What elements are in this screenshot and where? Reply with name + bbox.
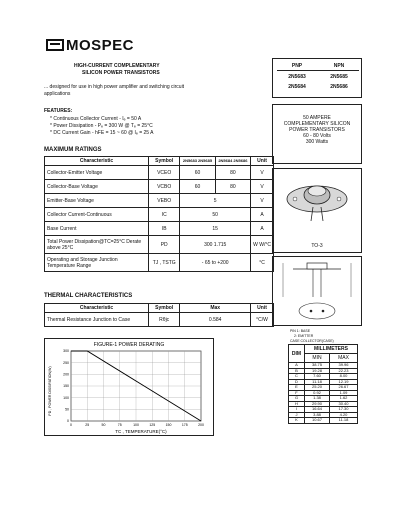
y-tick-label: 300 (63, 349, 69, 354)
x-tick-label: 200 (198, 423, 204, 427)
cell-max: 22.23 (330, 368, 358, 374)
cell-char: Base Current (45, 222, 149, 236)
cell-char: Thermal Resistance Junction to Case (45, 313, 149, 327)
pin-note: PIN 1: BASE (290, 329, 311, 333)
cell-v1: 60 (180, 166, 215, 180)
cell-v2: 80 (215, 166, 250, 180)
x-tick-label: 150 (165, 423, 172, 427)
cell-unit: °C (251, 254, 274, 272)
max-ratings-table (44, 156, 274, 272)
header-unit: Unit (251, 304, 274, 313)
pnp-part-1: 2N5683 (288, 74, 306, 80)
header-max: MAX (330, 354, 358, 363)
mechanical-drawing (272, 256, 362, 326)
header-characteristic: Characteristic (45, 157, 149, 166)
x-tick-label: 50 (101, 423, 106, 427)
npn-label: NPN (333, 63, 345, 69)
pin-note: 2: EMITTER (294, 334, 314, 338)
table-header-row (45, 304, 274, 313)
feature-item: * Power Dissipation - Pₑ = 300 W @ Tₑ = 25°C (50, 123, 153, 129)
cell-dim: G (289, 396, 305, 402)
cell-char: Emitter-Base Voltage (45, 194, 149, 208)
header-symbol: Symbol (149, 304, 180, 313)
cell-sym: PD (149, 236, 180, 254)
header-symbol: Symbol (149, 157, 180, 166)
divider (277, 70, 359, 71)
cell-min: 16.64 (305, 407, 330, 413)
table-row (45, 194, 274, 208)
cell-char: Collector-Emitter Voltage (45, 166, 149, 180)
doc-title-line1: HIGH-CURRENT COMPLEMENTARY (74, 63, 160, 69)
cell-v1: 5 (180, 194, 251, 208)
chart-xlabel: TC , TEMPERATURE(°C) (115, 429, 167, 434)
cell-max: 12.19 (330, 379, 358, 385)
cell-dim: F (289, 390, 305, 396)
cell-unit: A (251, 222, 274, 236)
cell-unit: V (251, 180, 274, 194)
header-part-b: 2N5684 2N5686 (215, 157, 250, 166)
cell-v1: - 65 to +200 (180, 254, 251, 272)
cell-unit: A (251, 208, 274, 222)
cell-min: 38.75 (305, 363, 330, 369)
x-tick-label: 75 (117, 423, 122, 427)
y-tick-label: 250 (63, 360, 69, 365)
cell-max: 4.20 (330, 412, 358, 418)
cell-sym: IB (149, 222, 180, 236)
cell-v1: 15 (180, 222, 251, 236)
cell-sym: TJ , TSTG (149, 254, 180, 272)
cell-min: 25.20 (305, 385, 330, 391)
cell-min: 3.88 (305, 412, 330, 418)
cell-v1: 300 1.715 (180, 236, 251, 254)
cell-max: 26.67 (330, 385, 358, 391)
cell-max: 17.30 (330, 407, 358, 413)
header-part-a: 2N5683 2N5685 (180, 157, 215, 166)
cell-max: 8.00 (330, 374, 358, 380)
table-row (45, 180, 274, 194)
cell-max: 0.584 (180, 313, 251, 327)
header-max: Max (180, 304, 251, 313)
pnp-part-2: 2N5684 (288, 84, 306, 90)
spec-line: 60 - 80 Volts (303, 133, 331, 139)
table-row (45, 166, 274, 180)
x-tick-label: 100 (133, 423, 139, 427)
x-tick-label: 175 (181, 423, 188, 427)
cell-sym: Rθjc (149, 313, 180, 327)
chart-title: FIGURE-1 POWER DERATING (93, 342, 165, 348)
cell-char: Operating and Storage Junction Temperature Range (45, 254, 149, 272)
table-row (45, 222, 274, 236)
y-tick-label: 100 (63, 395, 69, 400)
cell-unit: V (251, 194, 274, 208)
y-tick-label: 200 (63, 372, 69, 377)
doc-description: ... designed for use in high power amplifier and switching circuit (44, 84, 185, 90)
cell-min: 0.92 (305, 390, 330, 396)
header-characteristic: Characteristic (45, 304, 149, 313)
spec-summary-box (272, 104, 362, 164)
cell-sym: VEBO (149, 194, 180, 208)
cell-dim: E (289, 385, 305, 391)
cell-dim: A (289, 363, 305, 369)
table-row (45, 208, 274, 222)
cell-min: 7.60 (305, 374, 330, 380)
cell-max: 39.96 (330, 363, 358, 369)
cell-dim: J (289, 412, 305, 418)
header-dim: DIM (289, 345, 305, 363)
thermal-table (44, 303, 274, 327)
chart-svg (45, 339, 213, 435)
spec-line: 300 Watts (305, 139, 329, 145)
package-label: TO-3 (311, 243, 323, 249)
thermal-title: THERMAL CHARACTERISTICS (44, 293, 133, 299)
x-tick-label: 0 (70, 423, 72, 427)
cell-min: 19.28 (305, 368, 330, 374)
dimension-table (288, 344, 358, 424)
header-min: MIN (305, 354, 330, 363)
features-title: FEATURES: (44, 108, 73, 114)
cell-max: 1.62 (330, 396, 358, 402)
x-tick-label: 125 (149, 423, 156, 427)
part-number-box (272, 58, 362, 98)
spec-line: 50 AMPERE (303, 115, 331, 121)
cell-v1: 50 (180, 208, 251, 222)
cell-sym: IC (149, 208, 180, 222)
cell-unit: W W/°C (251, 236, 274, 254)
power-derating-chart (44, 338, 214, 436)
npn-part-1: 2N5685 (330, 74, 348, 80)
cell-min: 10.67 (305, 418, 330, 424)
y-tick-label: 150 (63, 384, 69, 389)
spec-line: POWER TRANSISTORS (289, 127, 345, 133)
cell-dim: I (289, 407, 305, 413)
to3-package-icon (273, 169, 361, 239)
cell-unit: V (251, 166, 274, 180)
table-row (45, 236, 274, 254)
cell-min: 1.38 (305, 396, 330, 402)
cell-v1: 60 (180, 180, 215, 194)
npn-part-2: 2N5686 (330, 84, 348, 90)
table-header-row (289, 345, 358, 354)
table-row (289, 418, 358, 424)
chart-ylabel: PD , POWER DISSIPATION(W) (48, 366, 52, 416)
header-mm: MILLIMETERS (305, 345, 358, 354)
cell-max: 1.09 (330, 390, 358, 396)
feature-item: * DC Current Gain - hFE = 15 ~ 60 @ Iₑ = 25 A (50, 130, 154, 136)
feature-item: * Continuous Collector Current - Iₑ = 50 A (50, 116, 142, 122)
cell-max: 30.40 (330, 401, 358, 407)
cell-v2: 80 (215, 180, 250, 194)
y-tick-label: 0 (67, 419, 69, 424)
cell-dim: H (289, 401, 305, 407)
table-row (45, 313, 274, 327)
x-tick-label: 25 (85, 423, 90, 427)
package-box (272, 168, 362, 253)
cell-dim: K (289, 418, 305, 424)
pnp-label: PNP (291, 63, 303, 69)
cell-unit: °C/W (251, 313, 274, 327)
cell-char: Total Power Dissipation@TC=25°C Derate above 25°C (45, 236, 149, 254)
cell-sym: VCBO (149, 180, 180, 194)
doc-title-line2: SILICON POWER TRANSISTORS (82, 70, 160, 76)
table-header-row (45, 157, 274, 166)
brand-name: MOSPEC (66, 37, 135, 54)
y-tick-label: 50 (65, 407, 69, 412)
doc-description-2: applications (44, 91, 71, 97)
cell-min: 29.90 (305, 401, 330, 407)
cell-char: Collector Current-Continuous (45, 208, 149, 222)
pin-note: CASE COLLECTOR(CASE) (290, 339, 334, 343)
brand-logo-icon (46, 39, 64, 51)
cell-max: 11.18 (330, 418, 358, 424)
table-row (45, 254, 274, 272)
spec-line: COMPLEMENTARY SILICON (283, 121, 351, 127)
cell-dim: C (289, 374, 305, 380)
package-outline-icon (273, 257, 361, 325)
max-ratings-title: MAXIMUM RATINGS (44, 147, 102, 153)
cell-dim: B (289, 368, 305, 374)
cell-dim: D (289, 379, 305, 385)
cell-char: Collector-Base Voltage (45, 180, 149, 194)
cell-sym: VCEO (149, 166, 180, 180)
header-unit: Unit (251, 157, 274, 166)
cell-min: 11.18 (305, 379, 330, 385)
